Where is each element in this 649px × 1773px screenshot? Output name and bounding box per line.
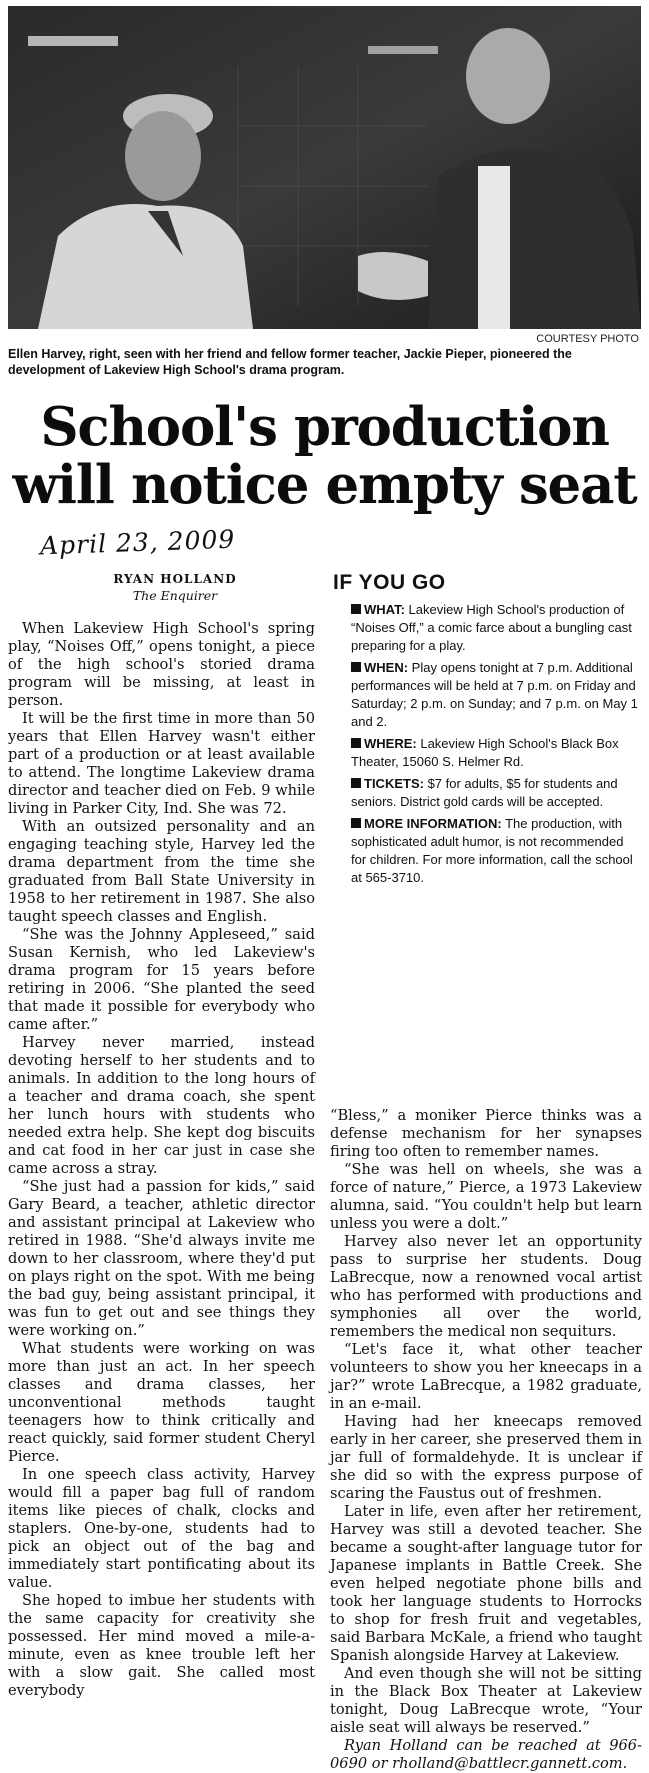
photo-image bbox=[8, 6, 641, 329]
info-item-what: WHAT: Lakeview High School's production of “Noises Off,” a comic farce about a bungling cast preparing for a play. bbox=[351, 602, 632, 653]
if-you-go-box bbox=[333, 571, 641, 891]
paragraph: “She just had a passion for kids,” said Gary Beard, a teacher, athletic director and assistant principal at Lakeview who retired in 1988. “She'd always invite me down to her classroom, where they'd put on plays right on the spot. With me being the bad guy, being assistant principal, it was fun to get out and see things they were working on.” bbox=[8, 1178, 315, 1339]
author-signoff: Ryan Holland can be reached at 966-0690 or rholland@battlecr.gannett.com. bbox=[330, 1737, 642, 1772]
paragraph: When Lakeview High School's spring play, “Noises Off,” opens tonight, a piece of the high school's storied drama program will be missing, at least in person. bbox=[8, 620, 315, 709]
paragraph: Harvey also never let an opportunity pass to surprise her students. Doug LaBrecque, now a renowned vocal artist who has performed with productions and symphonies all over the world, remembers the medical non sequiturs. bbox=[330, 1233, 642, 1340]
bullet-square-icon bbox=[351, 818, 361, 828]
bullet-square-icon bbox=[351, 738, 361, 748]
handwritten-date: April 23, 2009 bbox=[39, 524, 236, 561]
article-column-right bbox=[330, 1107, 642, 1773]
bullet-square-icon bbox=[351, 778, 361, 788]
if-you-go-title: IF YOU GO bbox=[333, 571, 446, 594]
paragraph: And even though she will not be sitting in the Black Box Theater at Lakeview tonight, Doug LaBrecque wrote, “Your aisle seat will always be reserved.” bbox=[330, 1665, 642, 1736]
paragraph: “Let's face it, what other teacher volunteers to show you her kneecaps in a jar?” wrote LaBrecque, a 1982 graduate, in an e-mail. bbox=[330, 1341, 642, 1412]
paragraph: She hoped to imbue her students with the same capacity for creativity she possessed. Her mind moved a mile-a-minute, even as knee trouble left her with a slow gait. She called most everybody bbox=[8, 1592, 315, 1699]
headline-line-2: will notice empty seat bbox=[12, 454, 637, 516]
paragraph: “She was hell on wheels, she was a force of nature,” Pierce, a 1973 Lakeview alumna, said. “You couldn't help but learn unless you were a dolt.” bbox=[330, 1161, 642, 1232]
article-column-left bbox=[8, 620, 315, 1700]
info-item-more-information: MORE INFORMATION: The production, with sophisticated adult humor, is not recommended for children. For more information, call the school at 565-3710. bbox=[351, 816, 633, 885]
paragraph: Harvey never married, instead devoting herself to her students and to animals. In addition to the long hours of a teacher and drama coach, she spent her lunch hours with students who needed extra help. She kept dog biscuits and cat food in her car just in case she came across a stray. bbox=[8, 1034, 315, 1177]
paragraph: What students were working on was more than just an act. In her speech classes and drama classes, her unconventional methods taught teenagers how to think critically and react quickly, said former student Cheryl Pierce. bbox=[8, 1340, 315, 1465]
paragraph: Having had her kneecaps removed early in her career, she preserved them in jar full of formaldehyde. It is unclear if she did so with the express purpose of scaring the Faustus out of freshmen. bbox=[330, 1413, 642, 1502]
article-photo bbox=[8, 6, 641, 329]
paragraph: It will be the first time in more than 50 years that Ellen Harvey wasn't either part of a production or at least available to attend. The longtime Lakeview drama director and teacher died on Feb. 9 while living in Parker City, Ind. She was 72. bbox=[8, 710, 315, 817]
byline bbox=[40, 572, 310, 603]
paragraph: Later in life, even after her retirement, Harvey was still a devoted teacher. She became a sought-after language tutor for Japanese implants in Battle Creek. She even helped negotiate phone bills and took her language students to Horrocks to shop for fresh fruit and vegetables, said Barbara McKale, a friend who taught Spanish alongside Harvey at Lakeview. bbox=[330, 1503, 642, 1664]
headline-line-1: School's production bbox=[40, 396, 609, 458]
info-item-when: WHEN: Play opens tonight at 7 p.m. Additional performances will be held at 7 p.m. on Friday and Saturday; 2 p.m. on Sunday; and 7 p.m. on May 1 and 2. bbox=[351, 660, 638, 729]
paragraph: “She was the Johnny Appleseed,” said Susan Kernish, who led Lakeview's drama program for 15 years before retiring in 2006. “She planted the seed that made it possible for everybody who came after.” bbox=[8, 926, 315, 1033]
byline-author: RYAN HOLLAND bbox=[113, 572, 237, 586]
photo-caption: Ellen Harvey, right, seen with her friend and fellow former teacher, Jackie Pieper, pioneered the development of Lakeview High School's drama program. bbox=[8, 347, 572, 377]
headline bbox=[8, 398, 641, 514]
paragraph: With an outsized personality and an engaging teaching style, Harvey led the drama department from the time she graduated from Ball State University in 1958 to her retirement in 1987. She also taught speech classes and English. bbox=[8, 818, 315, 925]
info-item-tickets: TICKETS: $7 for adults, $5 for students and seniors. District gold cards will be accepted. bbox=[351, 776, 618, 809]
photo-credit: COURTESY PHOTO bbox=[536, 333, 639, 345]
paragraph: In one speech class activity, Harvey would fill a paper bag full of random items like pieces of chalk, clocks and staplers. One-by-one, students had to pick an object out of the bag and immediately start pontificating about its value. bbox=[8, 1466, 315, 1591]
paragraph: “Bless,” a moniker Pierce thinks was a defense mechanism for her synapses firing too often to remember names. bbox=[330, 1107, 642, 1160]
bullet-square-icon bbox=[351, 662, 361, 672]
bullet-square-icon bbox=[351, 604, 361, 614]
info-item-where: WHERE: Lakeview High School's Black Box Theater, 15060 S. Helmer Rd. bbox=[351, 736, 619, 769]
byline-publication: The Enquirer bbox=[132, 588, 218, 603]
